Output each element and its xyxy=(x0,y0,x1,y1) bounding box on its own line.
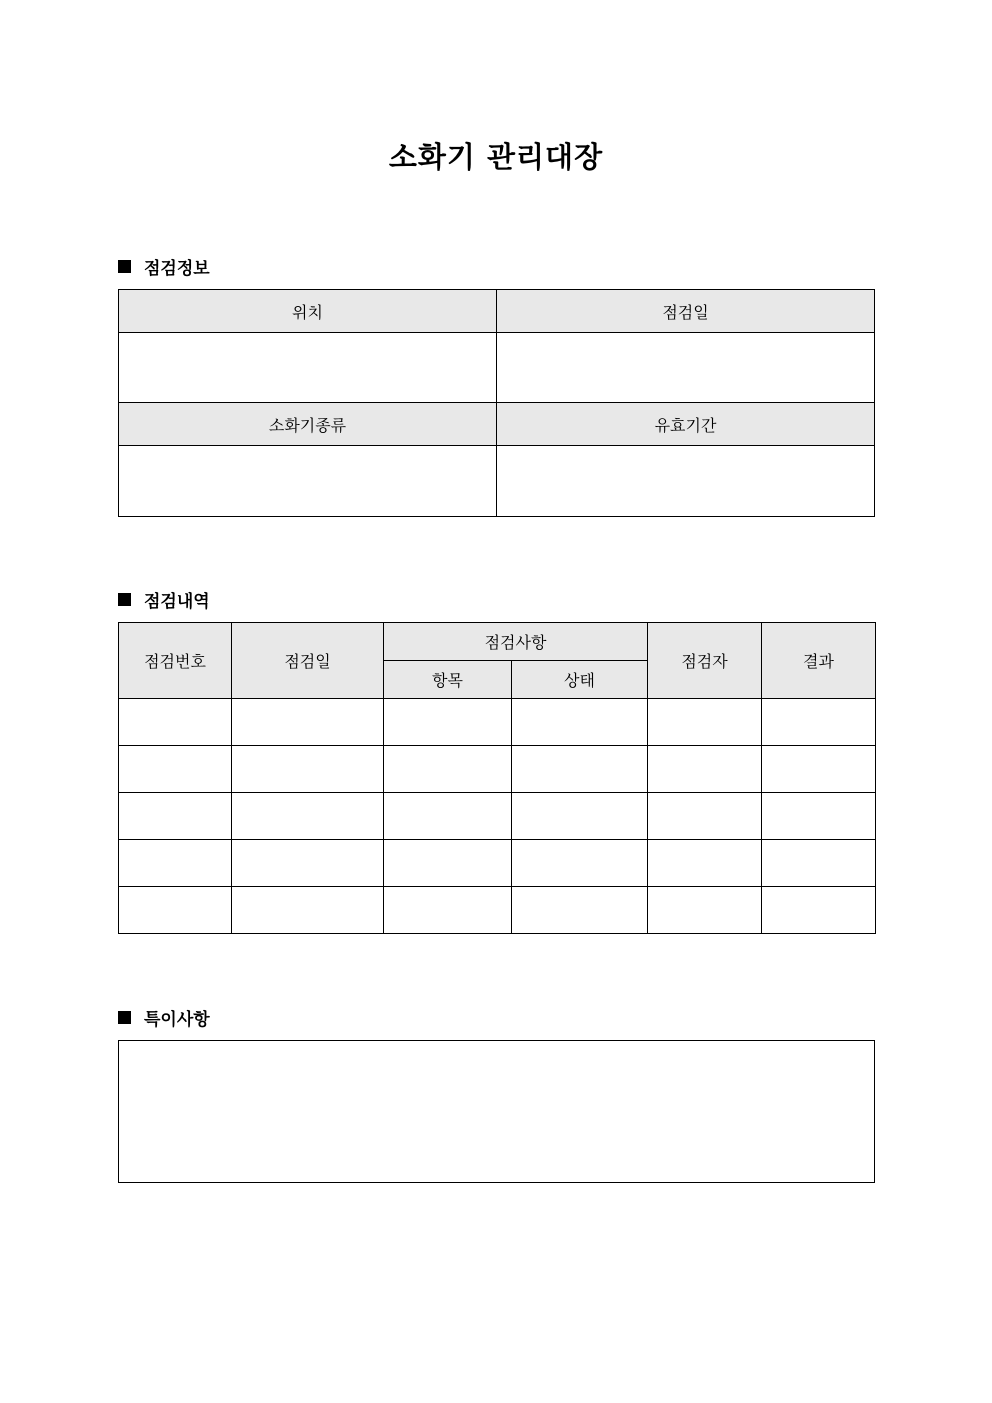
cell-date[interactable] xyxy=(232,887,384,934)
cell-status[interactable] xyxy=(512,887,648,934)
cell-item[interactable] xyxy=(384,840,512,887)
cell-no[interactable] xyxy=(119,746,232,793)
cell-status[interactable] xyxy=(512,699,648,746)
section-heading-notes xyxy=(118,1005,210,1030)
cell-result[interactable] xyxy=(762,793,876,840)
square-bullet-icon xyxy=(118,593,131,606)
table-row xyxy=(119,887,876,934)
col-header-result: 결과 xyxy=(762,623,876,699)
cell-status[interactable] xyxy=(512,746,648,793)
col-header-date: 점검일 xyxy=(232,623,384,699)
header-expiry: 유효기간 xyxy=(497,403,875,446)
table-row xyxy=(119,840,876,887)
section-heading-history xyxy=(118,587,210,612)
cell-inspector[interactable] xyxy=(648,887,762,934)
inspection-date-field[interactable] xyxy=(497,333,875,403)
notes-field[interactable] xyxy=(119,1041,875,1183)
inspection-info-table xyxy=(118,289,875,517)
cell-date[interactable] xyxy=(232,746,384,793)
cell-item[interactable] xyxy=(384,793,512,840)
cell-result[interactable] xyxy=(762,699,876,746)
cell-inspector[interactable] xyxy=(648,699,762,746)
col-header-items-group: 점검사항 xyxy=(384,623,648,661)
square-bullet-icon xyxy=(118,1011,131,1024)
cell-status[interactable] xyxy=(512,793,648,840)
header-location: 위치 xyxy=(119,290,497,333)
col-header-no: 점검번호 xyxy=(119,623,232,699)
col-header-inspector: 점검자 xyxy=(648,623,762,699)
section-heading-info xyxy=(118,254,210,279)
cell-no[interactable] xyxy=(119,793,232,840)
cell-no[interactable] xyxy=(119,887,232,934)
section-heading-label: 점검내역 xyxy=(144,592,210,612)
cell-item[interactable] xyxy=(384,699,512,746)
expiry-field[interactable] xyxy=(497,446,875,517)
cell-item[interactable] xyxy=(384,746,512,793)
cell-result[interactable] xyxy=(762,840,876,887)
page-title: 소화기 관리대장 xyxy=(388,140,604,174)
inspection-history-table xyxy=(118,622,876,934)
square-bullet-icon xyxy=(118,260,131,273)
section-heading-label: 점검정보 xyxy=(144,259,210,279)
cell-status[interactable] xyxy=(512,840,648,887)
table-row xyxy=(119,793,876,840)
header-extinguisher-type: 소화기종류 xyxy=(119,403,497,446)
col-header-item: 항목 xyxy=(384,661,512,699)
cell-inspector[interactable] xyxy=(648,840,762,887)
section-heading-label: 특이사항 xyxy=(144,1010,210,1030)
col-header-status: 상태 xyxy=(512,661,648,699)
cell-date[interactable] xyxy=(232,793,384,840)
cell-result[interactable] xyxy=(762,746,876,793)
cell-no[interactable] xyxy=(119,699,232,746)
cell-inspector[interactable] xyxy=(648,793,762,840)
cell-no[interactable] xyxy=(119,840,232,887)
extinguisher-type-field[interactable] xyxy=(119,446,497,517)
cell-inspector[interactable] xyxy=(648,746,762,793)
cell-item[interactable] xyxy=(384,887,512,934)
cell-date[interactable] xyxy=(232,699,384,746)
cell-date[interactable] xyxy=(232,840,384,887)
notes-table xyxy=(118,1040,875,1183)
location-field[interactable] xyxy=(119,333,497,403)
header-inspection-date: 점검일 xyxy=(497,290,875,333)
table-row xyxy=(119,746,876,793)
cell-result[interactable] xyxy=(762,887,876,934)
table-row xyxy=(119,699,876,746)
